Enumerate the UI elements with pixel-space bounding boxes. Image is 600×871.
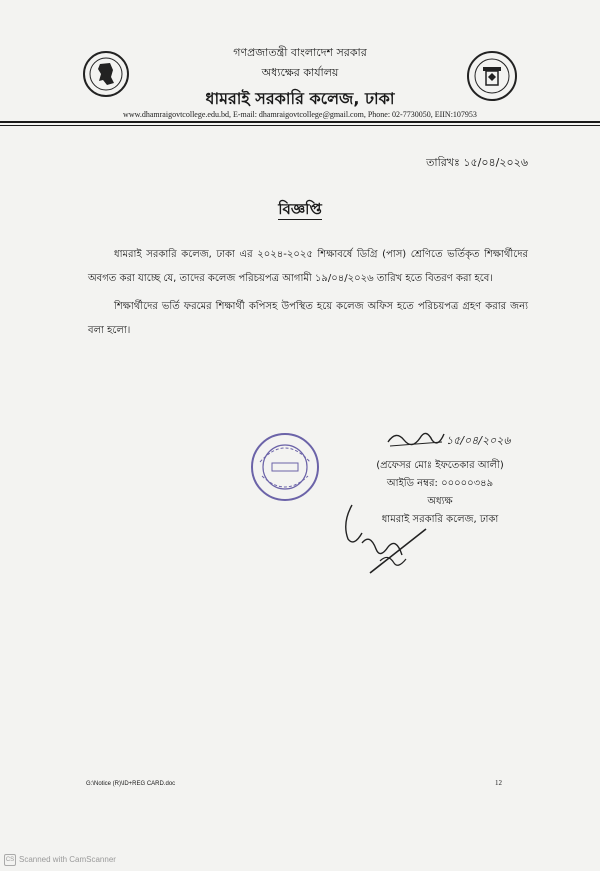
notice-title — [0, 198, 600, 223]
notice-paragraph-2 — [88, 295, 528, 343]
notice-title-text: বিজ্ঞপ্তি — [278, 200, 322, 218]
header-divider-thin — [0, 125, 600, 126]
header-office: অধ্যক্ষের কার্যালয় — [261, 66, 339, 79]
signatory-id: আইডি নম্বর: ০০০০০৩৪৯ — [386, 478, 494, 489]
signature-date: ১৫/০৪/২০২৬ — [446, 434, 511, 447]
paragraph-1-text: ধামরাই সরকারি কলেজ, ঢাকা এর ২০২৪-২০২৫ শিক্ষাবর্ষে ডিগ্রি (পাস) শ্রেণিতে ভর্তিকৃত শিক্ষার্থীদের অবগত করা যাচ্ছে যে, তাদের কলেজ পরিচয়পত্র আগামী ১৯/০৪/২০২৬ তারিখ হতে বিতরণ করা হবে। — [88, 249, 528, 284]
countersignature-icon — [340, 503, 430, 583]
header-divider — [0, 121, 600, 123]
scanner-watermark-text: Scanned with CamScanner — [19, 855, 116, 865]
scanner-watermark — [4, 854, 116, 866]
signatory-college: ধামরাই সরকারি কলেজ, ঢাকা — [381, 514, 499, 525]
date-label: তারিখঃ — [426, 156, 460, 169]
signatory-title: অধ্যক্ষ — [427, 496, 453, 507]
notice-paragraph-1 — [88, 243, 528, 291]
footer-page-number: 12 — [495, 779, 502, 787]
header-contact-info: www.dhamraigovtcollege.edu.bd, E-mail: dhamraigovtcollege@gmail.com, Phone: 02-7730050, EIIN:107953 — [123, 110, 477, 119]
header-government: গণপ্রজাতন্ত্রী বাংলাদেশ সরকার — [233, 46, 367, 59]
principal-signature-icon — [386, 424, 446, 454]
header-college-name: ধামরাই সরকারি কলেজ, ঢাকা — [205, 89, 395, 108]
camscanner-icon: CS — [4, 854, 16, 866]
signatory-name: (প্রফেসর মোঃ ইফতেকার আলী) — [376, 460, 504, 471]
footer-file-path: G:\Notice (R)\ID+REG CARD.doc — [86, 781, 176, 787]
notice-date — [426, 154, 528, 173]
college-seal-stamp-icon — [250, 432, 320, 502]
paragraph-2-text: শিক্ষার্থীদের ভর্তি ফরমের শিক্ষার্থী কপিসহ উপস্থিত হয়ে কলেজ অফিস হতে পরিচয়পত্র গ্রহণ করার জন্য বলা হলো। — [88, 301, 528, 336]
date-value: ১৫/০৪/২০২৬ — [463, 156, 528, 169]
